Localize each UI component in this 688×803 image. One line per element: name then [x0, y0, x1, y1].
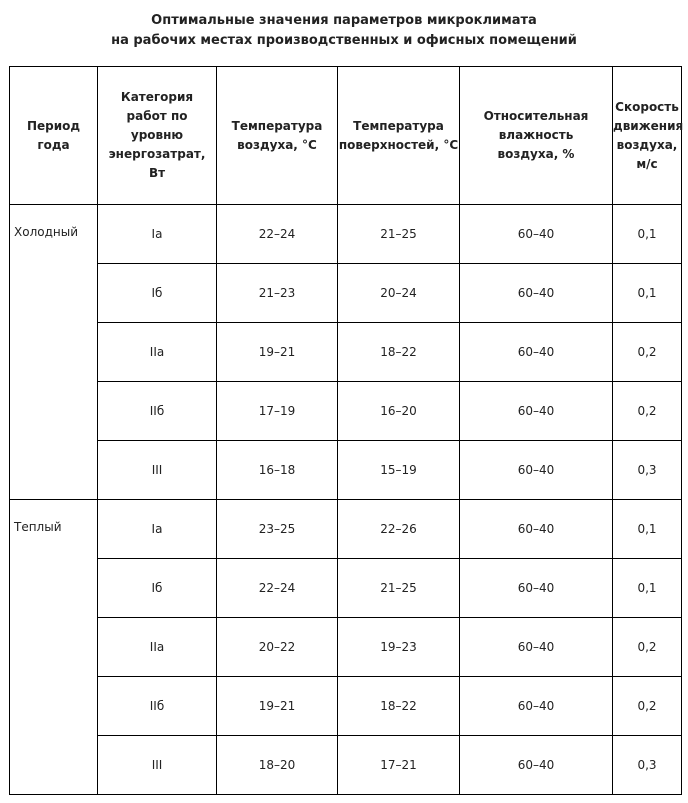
- header-text-line: работ по: [126, 109, 188, 123]
- cell-relative-humidity: 60–40: [460, 677, 613, 736]
- cell-air-velocity: 0,2: [613, 618, 682, 677]
- cell-air-temperature: 22–24: [217, 559, 338, 618]
- table-row: [10, 205, 682, 264]
- table-row: [10, 736, 682, 795]
- cell-surface-temperature: 21–25: [338, 559, 460, 618]
- cell-work-category: Iб: [98, 264, 217, 323]
- cell-work-category: Iб: [98, 559, 217, 618]
- title-line-2: на рабочих местах производственных и офисных помещений: [111, 33, 577, 48]
- cell-air-temperature: 20–22: [217, 618, 338, 677]
- cell-surface-temperature: 18–22: [338, 323, 460, 382]
- cell-air-velocity: 0,1: [613, 205, 682, 264]
- cell-period: Теплый: [10, 500, 98, 795]
- cell-relative-humidity: 60–40: [460, 323, 613, 382]
- cell-relative-humidity: 60–40: [460, 736, 613, 795]
- cell-air-velocity: 0,3: [613, 441, 682, 500]
- cell-air-temperature: 22–24: [217, 205, 338, 264]
- cell-surface-temperature: 18–22: [338, 677, 460, 736]
- header-text-line: Вт: [148, 166, 166, 180]
- cell-air-velocity: 0,3: [613, 736, 682, 795]
- header-text-line: Температура: [353, 118, 444, 133]
- cell-work-category: IIб: [98, 677, 217, 736]
- header-text-line: влажность: [498, 128, 574, 142]
- cell-air-temperature: 17–19: [217, 382, 338, 441]
- header-text-line: энергозатрат,: [108, 147, 206, 161]
- cell-surface-temperature: 15–19: [338, 441, 460, 500]
- header-air-temperature: [217, 67, 338, 205]
- cell-air-temperature: 23–25: [217, 500, 338, 559]
- cell-air-temperature: 21–23: [217, 264, 338, 323]
- header-work-category: [98, 67, 217, 205]
- header-text-line: Относительная: [483, 109, 589, 123]
- cell-relative-humidity: 60–40: [460, 559, 613, 618]
- cell-relative-humidity: 60–40: [460, 205, 613, 264]
- cell-air-temperature: 19–21: [217, 677, 338, 736]
- cell-relative-humidity: 60–40: [460, 264, 613, 323]
- title-line-1: Оптимальные значения параметров микроклимата: [151, 13, 537, 28]
- table-row: [10, 323, 682, 382]
- cell-air-velocity: 0,2: [613, 382, 682, 441]
- header-text-line: поверхностей, °С: [338, 137, 459, 152]
- table-row: [10, 500, 682, 559]
- header-text-line: года: [37, 137, 70, 152]
- cell-relative-humidity: 60–40: [460, 441, 613, 500]
- cell-work-category: III: [98, 736, 217, 795]
- header-row: [10, 67, 682, 205]
- cell-surface-temperature: 17–21: [338, 736, 460, 795]
- cell-work-category: IIб: [98, 382, 217, 441]
- microclimate-table: [9, 66, 682, 795]
- table-row: [10, 382, 682, 441]
- header-text-line: воздуха, %: [497, 147, 575, 161]
- table-row: [10, 441, 682, 500]
- header-text-line: уровню: [130, 128, 184, 142]
- header-relative-humidity: [460, 67, 613, 205]
- cell-work-category: IIа: [98, 618, 217, 677]
- cell-relative-humidity: 60–40: [460, 618, 613, 677]
- header-air-velocity: [613, 67, 682, 205]
- document-title: [0, 11, 688, 51]
- cell-air-velocity: 0,2: [613, 323, 682, 382]
- cell-air-velocity: 0,1: [613, 500, 682, 559]
- header-surface-temperature: [338, 67, 460, 205]
- cell-period: Холодный: [10, 205, 98, 500]
- table-row: [10, 618, 682, 677]
- cell-relative-humidity: 60–40: [460, 500, 613, 559]
- cell-work-category: III: [98, 441, 217, 500]
- header-text-line: воздуха, м/с: [616, 137, 678, 171]
- cell-work-category: Iа: [98, 500, 217, 559]
- table-row: [10, 559, 682, 618]
- cell-air-velocity: 0,1: [613, 559, 682, 618]
- cell-air-velocity: 0,1: [613, 264, 682, 323]
- header-text-line: движения: [613, 118, 684, 133]
- cell-work-category: IIа: [98, 323, 217, 382]
- header-text-line: воздуха, °С: [237, 137, 317, 152]
- header-period: [10, 67, 98, 205]
- cell-air-temperature: 16–18: [217, 441, 338, 500]
- table-row: [10, 264, 682, 323]
- cell-air-velocity: 0,2: [613, 677, 682, 736]
- header-text-line: Период: [26, 118, 81, 133]
- cell-surface-temperature: 22–26: [338, 500, 460, 559]
- cell-relative-humidity: 60–40: [460, 382, 613, 441]
- table-body: [10, 205, 682, 795]
- table-row: [10, 677, 682, 736]
- cell-surface-temperature: 21–25: [338, 205, 460, 264]
- cell-surface-temperature: 20–24: [338, 264, 460, 323]
- cell-surface-temperature: 16–20: [338, 382, 460, 441]
- header-text-line: Температура: [231, 118, 323, 133]
- header-text-line: Категория: [120, 90, 194, 104]
- cell-surface-temperature: 19–23: [338, 618, 460, 677]
- cell-air-temperature: 19–21: [217, 323, 338, 382]
- cell-work-category: Iа: [98, 205, 217, 264]
- header-text-line: Скорость: [615, 99, 679, 114]
- cell-air-temperature: 18–20: [217, 736, 338, 795]
